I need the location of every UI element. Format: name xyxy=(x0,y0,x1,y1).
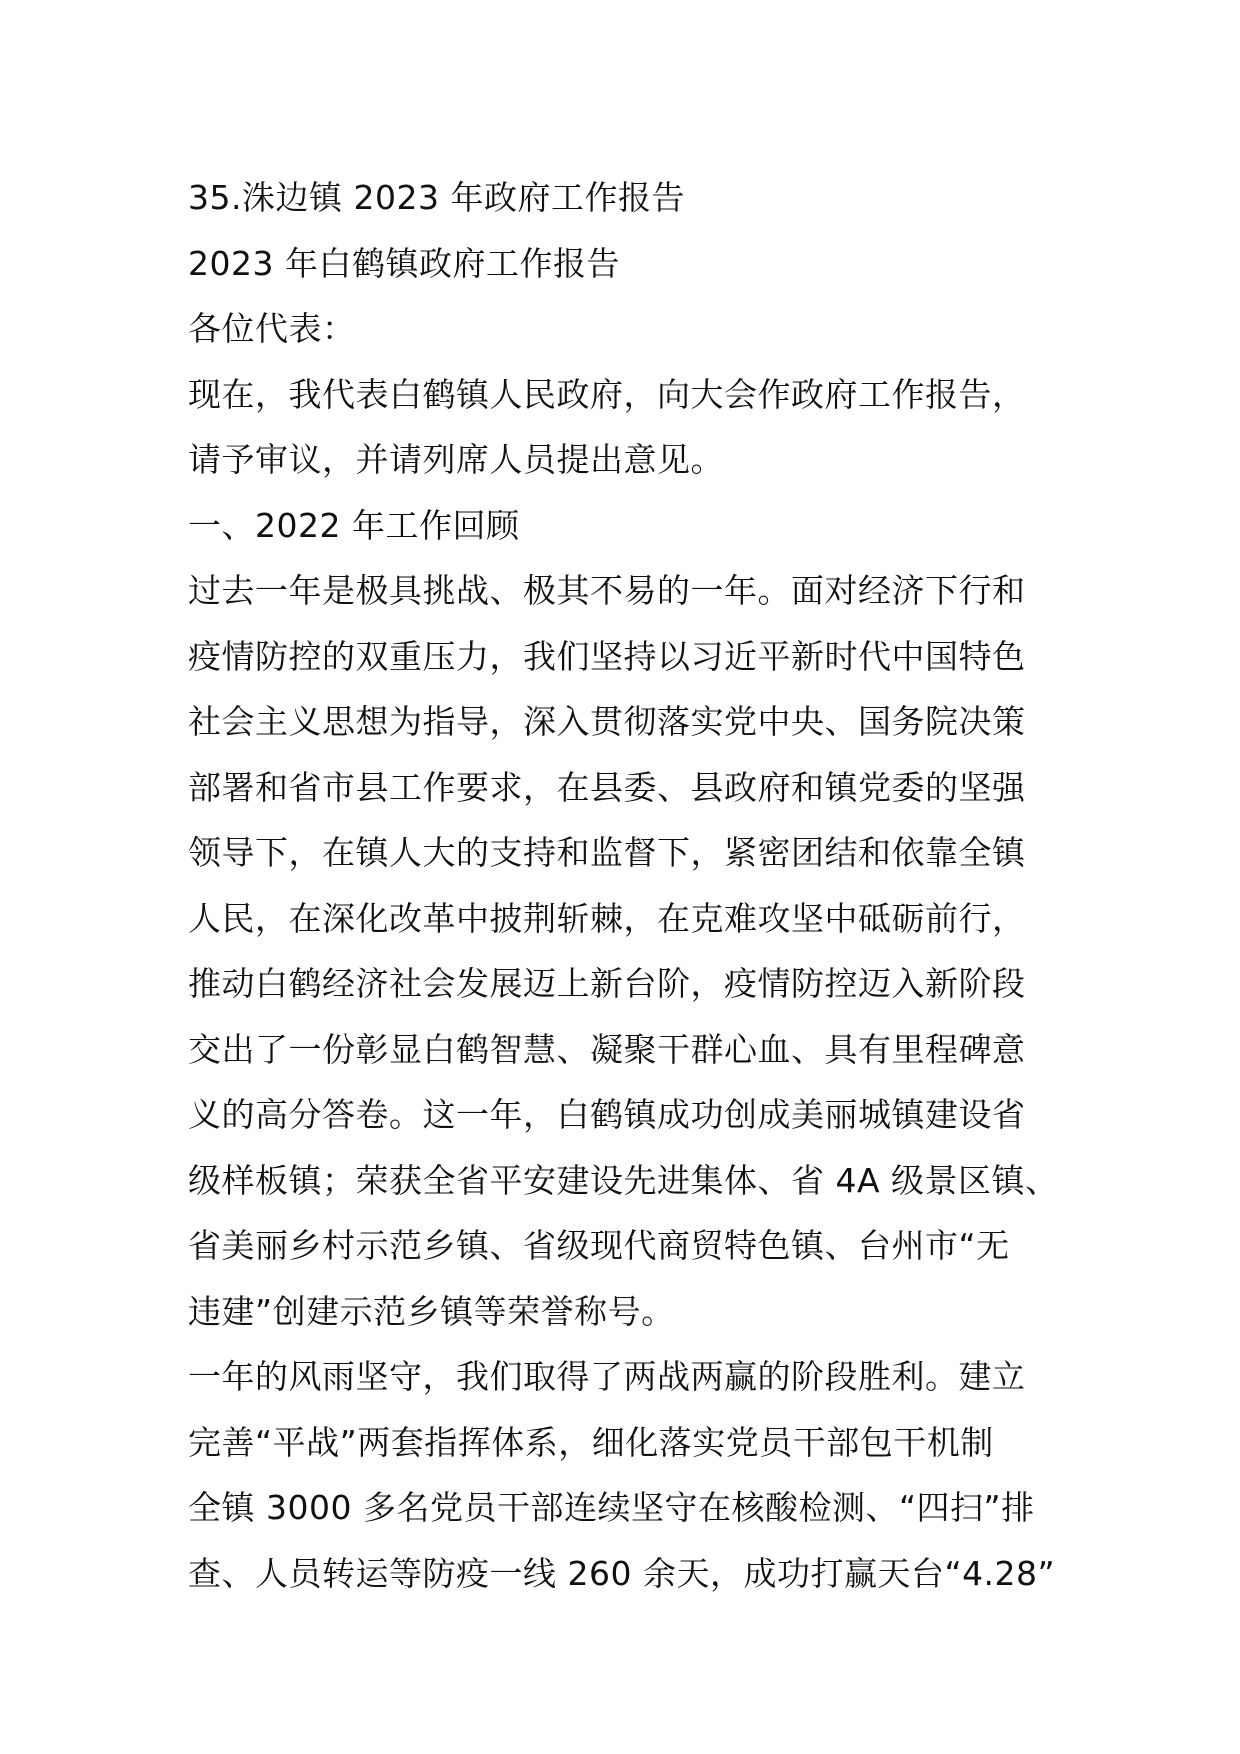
document-body xyxy=(188,165,1068,1606)
paragraph-line: 省美丽乡村示范乡镇、省级现代商贸特色镇、台州市“无 xyxy=(188,1226,1010,1265)
paragraph-line: 全镇 3000 多名党员干部连续坚守在核酸检测、“四扫”排 xyxy=(188,1488,1035,1527)
intro-line: 请予审议，并请列席人员提出意见。 xyxy=(188,440,724,479)
paragraph-line: 级样板镇；荣获全省平安建设先进集体、省 4A 级景区镇、 xyxy=(188,1160,1059,1200)
salutation: 各位代表： xyxy=(188,309,356,348)
report-title: 2023 年白鹤镇政府工作报告 xyxy=(188,243,620,283)
paragraph-line: 人民，在深化改革中披荆斩棘，在克难攻坚中砥砺前行， xyxy=(188,898,1026,938)
intro-line: 现在，我代表白鹤镇人民政府，向大会作政府工作报告， xyxy=(188,374,1026,414)
paragraph-line: 领导下，在镇人大的支持和监督下，紧密团结和依靠全镇 xyxy=(188,833,1026,872)
paragraph-line: 一年的风雨坚守，我们取得了两战两赢的阶段胜利。建立 xyxy=(188,1357,1026,1396)
paragraph-line: 违建”创建示范乡镇等荣誉称号。 xyxy=(188,1291,675,1331)
paragraph-line: 过去一年是极具挑战、极其不易的一年。面对经济下行和 xyxy=(188,571,1026,610)
paragraph-line: 疫情防控的双重压力，我们坚持以习近平新时代中国特色 xyxy=(188,636,1026,676)
paragraph-line: 部署和省市县工作要求，在县委、县政府和镇党委的坚强 xyxy=(188,767,1026,807)
section-heading: 一、2022 年工作回顾 xyxy=(188,505,520,545)
paragraph-line: 完善“平战”两套指挥体系，细化落实党员干部包干机制 xyxy=(188,1422,994,1462)
paragraph-line: 义的高分答卷。这一年，白鹤镇成功创成美丽城镇建设省 xyxy=(188,1095,1026,1134)
document-title: 35.洙边镇 2023 年政府工作报告 xyxy=(188,178,685,217)
paragraph-line: 交出了一份彰显白鹤智慧、凝聚干群心血、具有里程碑意 xyxy=(188,1029,1026,1069)
paragraph-line: 查、人员转运等防疫一线 260 余天，成功打赢天台“4.28” xyxy=(188,1553,1056,1593)
paragraph-line: 社会主义思想为指导，深入贯彻落实党中央、国务院决策 xyxy=(188,702,1026,741)
paragraph-line: 推动白鹤经济社会发展迈上新台阶，疫情防控迈入新阶段 xyxy=(188,964,1026,1003)
